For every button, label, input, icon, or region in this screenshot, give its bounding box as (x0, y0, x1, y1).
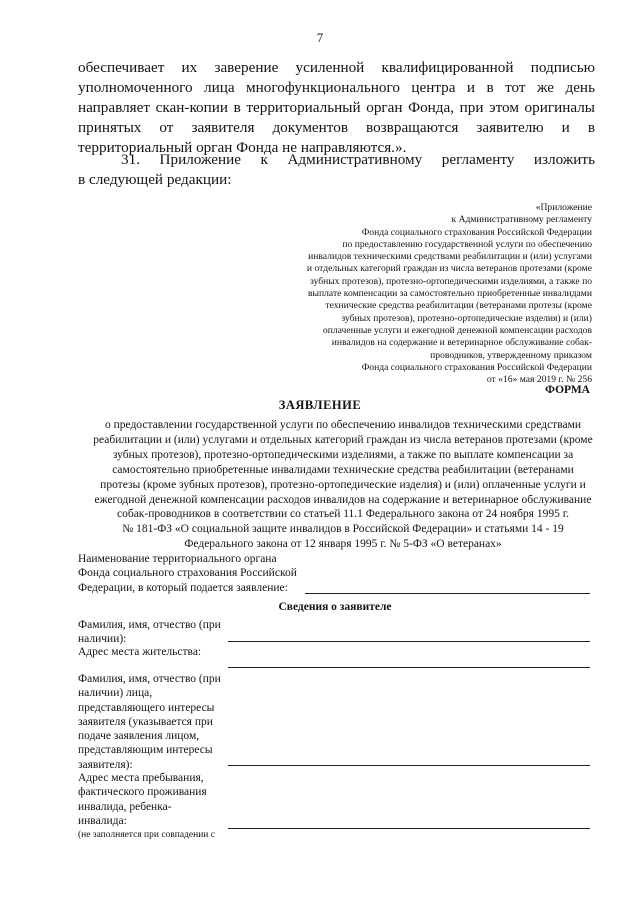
appendix-line: к Административному регламенту (451, 214, 592, 226)
statement-line: зубных протезов), протезно-ортопедическими изделиями, а также по выплате компенсации за (112, 448, 574, 461)
label-line: заявителя (указывается при (78, 715, 213, 728)
label-line: Адрес места жительства: (78, 646, 202, 658)
text-line: принятых от заявителя документов возвращаются заявителю и в (78, 119, 595, 136)
statement-line: реабилитации и (или) услугами и отдельных категорий граждан из числа ветеранов протезами (кроме (93, 433, 593, 446)
label-line: заявителя): (78, 758, 133, 771)
item-31-paragraph (78, 150, 595, 190)
appendix-line: «Приложение (535, 202, 592, 213)
statement-subtitle (78, 418, 608, 552)
stay-address-label (78, 771, 215, 842)
appendix-line: инвалидов на содержание и ветеринарное обслуживание собак- (331, 337, 592, 349)
territorial-org-label (78, 552, 297, 595)
page-number: 7 (316, 30, 324, 45)
appendix-line: от «16» мая 2019 г. № 256 (486, 374, 592, 386)
appendix-line: выплате компенсации за самостоятельно приобретенные инвалидами (308, 288, 592, 300)
label-line: инвалида, ребенка- (78, 800, 172, 813)
stay-address-input-line[interactable] (228, 828, 590, 829)
intro-paragraph (78, 58, 595, 158)
appendix-line: технические средства реабилитации (ветеранами протезы (кроме (325, 300, 592, 312)
statement-line: Федерального закона от 12 января 1995 г. № 5-ФЗ «О ветеранах» (184, 538, 502, 551)
stay-address-note: (не заполняется при совпадении с (78, 830, 215, 841)
form-label: ФОРМА (545, 384, 590, 396)
label-line: Наименование территориального органа (78, 553, 277, 565)
appendix-line: Фонда социального страхования Российской Федерации (361, 226, 592, 238)
residence-address-label (78, 645, 201, 659)
territorial-org-input-line[interactable] (305, 593, 590, 594)
label-line: наличии) лица, (78, 687, 153, 700)
label-line: Фамилия, имя, отчество (при (78, 673, 221, 685)
appendix-line: инвалидов техническими средствами реабилитации и (или) услугами (308, 251, 592, 263)
appendix-line: оплаченные услуги и ежегодной денежной компенсации расходов (322, 324, 592, 336)
label-line: наличии): (78, 633, 127, 646)
statement-line: о предоставлении государственной услуги по обеспечению инвалидов техническими средствами (104, 419, 582, 431)
appendix-line: зубных протезов), протезно-ортопедическими изделиями, а также по (309, 275, 592, 287)
label-line: Фонда социального страхования Российской (78, 567, 297, 580)
text-line: направляет скан-копии в территориальный орган Фонда, при этом оригиналы (78, 99, 595, 116)
label-line: подаче заявления лицом, (78, 730, 200, 743)
full-name-label (78, 618, 221, 647)
text-line: территориальный орган Фонда не направляются.». (78, 139, 407, 156)
statement-title: ЗАЯВЛЕНИЕ (278, 398, 362, 412)
statement-line: собак-проводников в соответствии со статьей 11.1 Федерального закона от 24 ноября 1995 г. (116, 508, 570, 521)
text-line: обеспечивает их заверение усиленной квалифицированной подписью (78, 59, 595, 76)
appendix-line: Фонда социального страхования Российской Федерации (361, 361, 592, 373)
statement-line: ежегодной денежной компенсации расходов инвалидов на содержание и ветеринарное обслуживание (94, 493, 592, 506)
text-line: уполномоченного лица многофункционального центра и в тот же день (78, 79, 595, 96)
label-line: Адрес места пребывания, (78, 772, 204, 784)
label-line: инвалида: (78, 814, 127, 827)
label-line: представляющим интересы (78, 744, 213, 757)
text-line: в следующей редакции: (78, 171, 232, 188)
text-line: 31. Приложение к Административному регламенту изложить (121, 151, 595, 168)
label-line: фактического проживания (78, 786, 207, 799)
representative-input-line[interactable] (228, 765, 590, 766)
full-name-input-line[interactable] (228, 641, 590, 642)
appendix-line: по предоставлению государственной услуги по обеспечению (342, 238, 592, 250)
appendix-line: проводников, утвержденному приказом (430, 349, 592, 361)
residence-address-input-line[interactable] (228, 667, 590, 668)
label-line: Фамилия, имя, отчество (при (78, 619, 221, 631)
statement-line: № 181-ФЗ «О социальной защите инвалидов в Российской Федерации» и статьями 14 - 19 (122, 523, 564, 536)
label-line: представляющего интересы (78, 701, 215, 714)
statement-line: самостоятельно приобретенные инвалидами технические средства реабилитации (ветеранами (112, 463, 574, 476)
label-line: Федерации, в который подается заявление: (78, 581, 288, 594)
representative-label (78, 672, 221, 772)
statement-line: протезы (кроме зубных протезов), протезно-ортопедические изделия) и (или) оплаченные услуги и (100, 478, 586, 491)
appendix-header (272, 202, 592, 386)
appendix-line: зубных протезов), протезно-ортопедические изделия) и (или) (341, 312, 592, 324)
applicant-section-title: Сведения о заявителе (278, 601, 392, 613)
appendix-line: и отдельных категорий граждан из числа ветеранов протезами (кроме (306, 263, 592, 275)
